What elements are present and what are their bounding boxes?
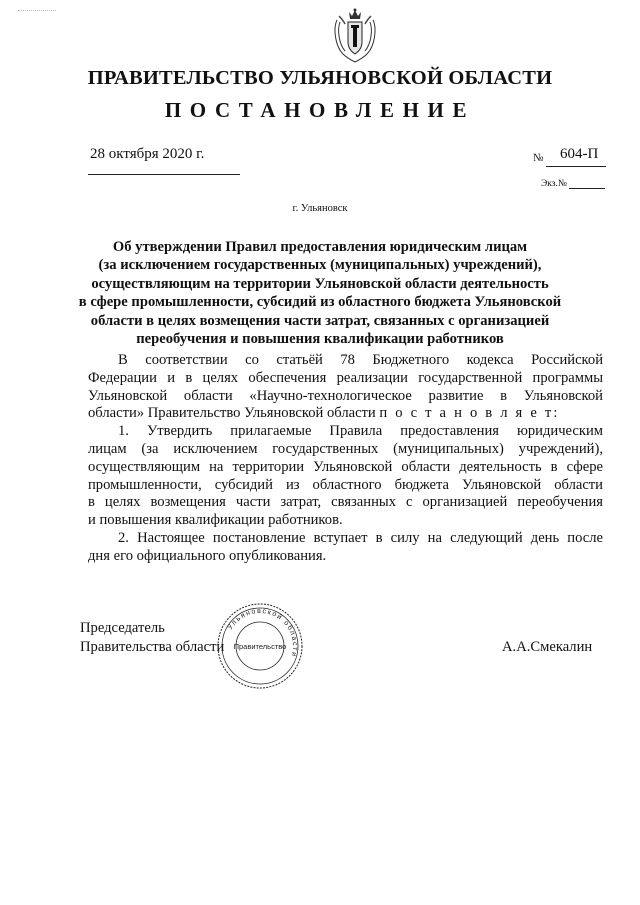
body-line: в целях возмещения части затрат, связанных с организацией переобучения bbox=[88, 494, 603, 511]
document-type: ПОСТАНОВЛЕНИЕ bbox=[164, 98, 476, 122]
document-number: 604-П bbox=[560, 146, 599, 162]
heading-line: в сфере промышленности, субсидий из областного бюджета Ульяновской bbox=[78, 294, 562, 311]
heading-line: осуществляющим на территории Ульяновской области деятельность bbox=[91, 275, 549, 292]
body-line: осуществляющим на территории Ульяновской области деятельность в сфере bbox=[88, 458, 603, 475]
body-line: Ульяновской области «Научно-технологическое развитие в Ульяновской bbox=[88, 387, 603, 404]
signatory-title-line2: Правительства области bbox=[80, 639, 225, 655]
body-line: 1. Утвердить прилагаемые Правила предоставления юридическим bbox=[118, 423, 603, 440]
body-line: и повышения квалификации работников. bbox=[88, 512, 343, 529]
coat-of-arms-icon bbox=[331, 6, 379, 64]
number-underline bbox=[546, 166, 606, 167]
round-seal-icon bbox=[216, 602, 304, 690]
seal-ring-text: Ульяновской области bbox=[226, 607, 299, 659]
seal-center-text: Правительство bbox=[233, 642, 287, 651]
number-sign: № bbox=[533, 152, 544, 164]
heading-line: области в целях возмещения части затрат, связанных с организацией bbox=[90, 312, 550, 329]
scan-mark bbox=[18, 10, 56, 12]
heading-line: Об утверждении Правил предоставления юридическим лицам bbox=[112, 239, 528, 255]
body-line: Федерации и в целях обеспечения реализации государственной программы bbox=[88, 369, 603, 386]
copy-number-line bbox=[569, 188, 605, 189]
body-line: В соответствии со статьёй 78 Бюджетного кодекса Российской bbox=[118, 352, 603, 368]
heading-line: переобучения и повышения квалификации работников bbox=[136, 331, 504, 348]
resolves-word: п о с т а н о в л я е т: bbox=[379, 405, 560, 422]
document-heading bbox=[70, 238, 570, 348]
document-date: 28 октября 2020 г. bbox=[90, 146, 205, 162]
date-underline bbox=[88, 174, 240, 175]
body-line: дня его официального опубликования. bbox=[88, 547, 327, 564]
government-title: ПРАВИТЕЛЬСТВО УЛЬЯНОВСКОЙ ОБЛАСТИ bbox=[87, 67, 553, 89]
body-line: 2. Настоящее постановление вступает в силу на следующий день после bbox=[118, 529, 603, 546]
signatory-title-line1: Председатель bbox=[80, 620, 165, 636]
city: г. Ульяновск bbox=[292, 203, 348, 214]
body-line bbox=[88, 405, 603, 423]
body-line: лицам (за исключением государственных (муниципальных) учреждений), bbox=[88, 440, 603, 457]
copy-number-label: Экз.№ bbox=[541, 179, 567, 189]
document-body bbox=[88, 352, 603, 566]
signatory-name: А.А.Смекалин bbox=[502, 639, 593, 655]
body-line: промышленности, субсидий из областного бюджета Ульяновской области bbox=[88, 476, 603, 493]
preamble-end: области» Правительство Ульяновской области bbox=[88, 405, 376, 422]
heading-line: (за исключением государственных (муниципальных) учреждений), bbox=[98, 257, 542, 274]
